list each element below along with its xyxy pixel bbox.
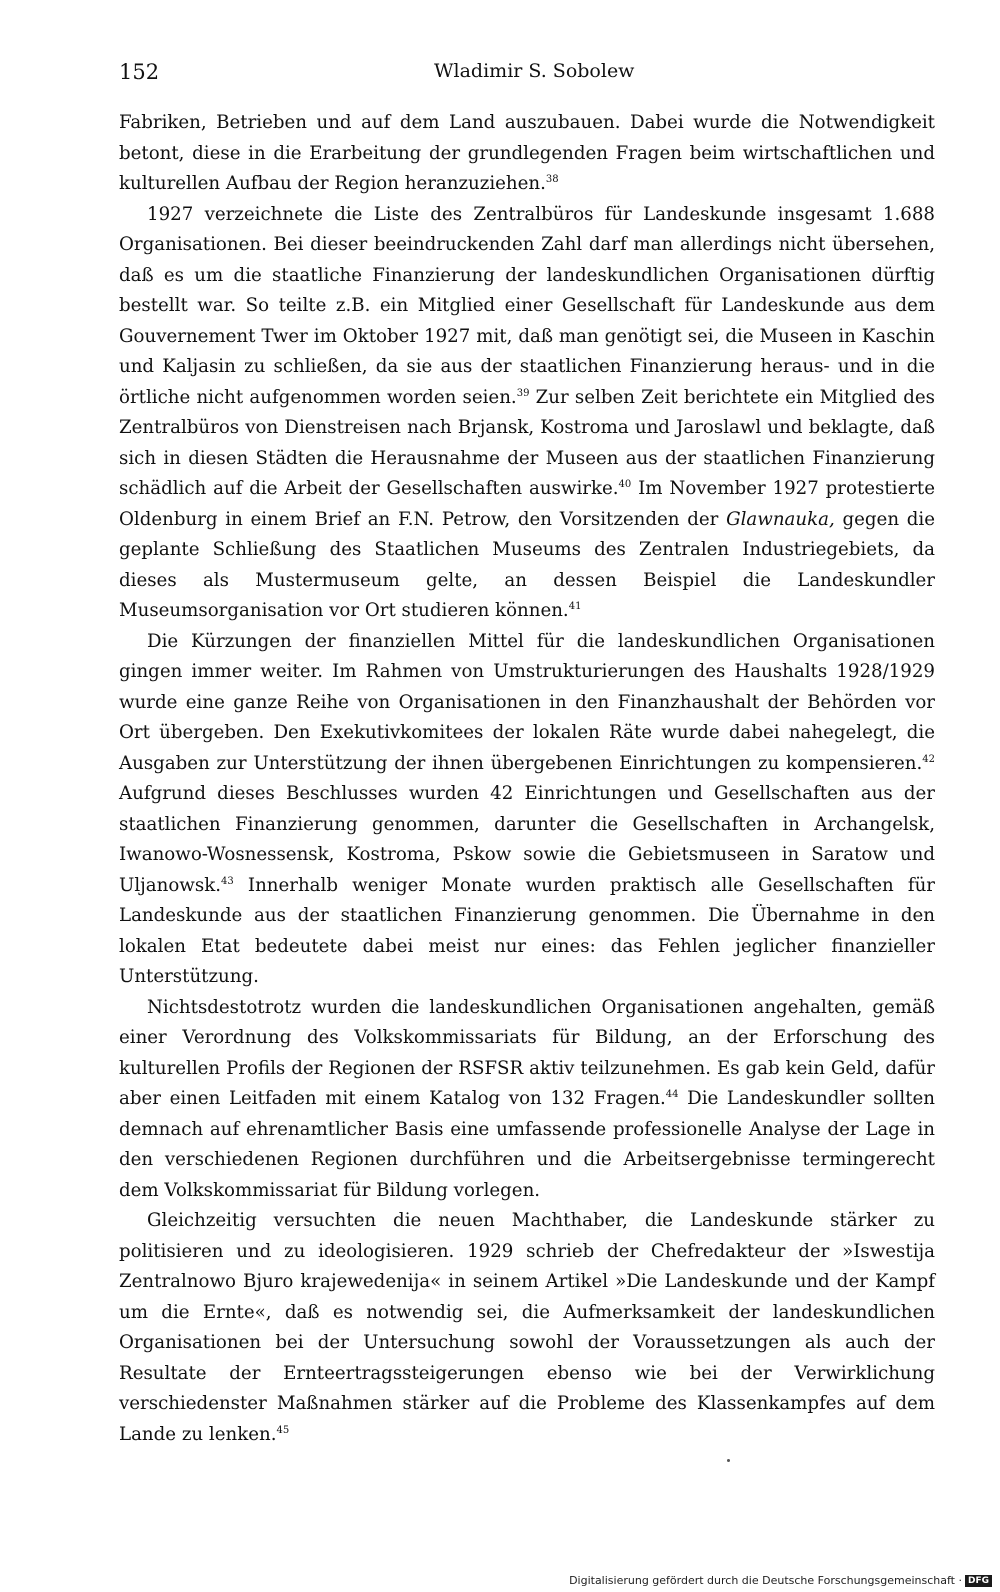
footnote-marker: 38 <box>545 174 559 185</box>
text-segment: Aufgrund dieses Beschlusses wurden 42 Einrichtungen und Gesellschaften aus der staatlichen Finanzierung genommen, darunter die Gesellschaften in Archangelsk, Iwanowo-Wosnessensk, Kostroma, Pskow sowie die Gebietsmuseen in Saratow und Uljanowsk. <box>119 783 935 896</box>
page-number: 152 <box>119 60 160 84</box>
paragraph <box>119 200 935 627</box>
paragraph <box>119 627 935 993</box>
text-segment: Fabriken, Betrieben und auf dem Land auszubauen. Dabei wurde die Notwendigkeit betont, diese in die Erarbeitung der grundlegenden Fragen beim wirtschaftlichen und kulturellen Aufbau der Region heranzuziehen. <box>119 112 935 194</box>
text-segment: Im November 1927 protestierte Oldenburg in einem Brief an F.N. Petrow, den Vorsitzenden der <box>119 478 936 530</box>
paragraph <box>119 1206 935 1450</box>
footnote-marker: 43 <box>221 875 234 887</box>
text-segment: 1927 verzeichnete die Liste des Zentralbüros für Landeskunde insgesamt 1.688 Organisationen. Bei dieser beeindruckenden Zahl darf man allerdings nicht übersehen, daß es um die staatliche Finanzierung der landeskundlichen Organisationen dürftig bestellt war. So teilte z.B. ein Mitglied einer Gesellschaft für Landeskunde aus dem Gouvernement Twer im Oktober 1927 mit, daß man genötigt sei, die Museen in Kaschin und Kaljasin zu schließen, da sie aus der staatlichen Finanzierung heraus- und in die örtliche nicht aufgenommen worden seien. <box>119 203 935 408</box>
paragraph <box>119 993 935 1207</box>
text-segment: Nichtsdestotrotz wurden die landeskundlichen Organisationen angehalten, gemäß einer Verordnung des Volkskommissariats für Bildung, an der Erforschung des kulturellen Profils der Regionen der RSFSR aktiv teilzunehmen. Es gab kein Geld, dafür aber einen Leitfaden mit einem Katalog von 132 Fragen. <box>119 996 935 1109</box>
text-segment: Gleichzeitig versuchten die neuen Machthaber, die Landeskunde stärker zu politisieren und zu ideologisieren. 1929 schrieb der Chefredakteur der »Iswestija Zentralnowo Bjuro krajewedenija« in seinem Artikel »Die Landeskunde und der Kampf um die Ernte«, daß es notwendig sei, die Aufmerksamkeit der landeskundlichen Organisationen bei der Untersuchung sowohl der Voraussetzungen als auch der Resultate der Ernteertragssteigerungen ebenso wie bei der Verwirklichung verschiedenster Maßnahmen stärker auf die Probleme des Klassenkampfes auf dem Lande zu lenken. <box>119 1210 935 1445</box>
footnote-marker: 40 <box>618 479 632 490</box>
scan-speck <box>727 1459 730 1462</box>
text-segment: Die Kürzungen der finanziellen Mittel für die landeskundlichen Organisationen gingen immer weiter. Im Rahmen von Umstrukturierungen des Haushalts 1928/1929 wurde eine ganze Reihe von Organisationen in den Finanzhaushalt der Behörden vor Ort übergeben. Den Exekutivkomitees der lokalen Räte wurde dabei nahegelegt, die Ausgaben zur Unterstützung der ihnen übergebenen Einrichtungen zu kompensieren. <box>119 630 935 774</box>
footnote-marker: 44 <box>665 1089 679 1100</box>
text-segment: Die Landeskundler sollten demnach auf ehrenamtlicher Basis eine umfassende professionelle Analyse der Lage in den verschiedenen Regionen durchführen und die Arbeitsergebnisse termingerecht dem Volkskommissariat für Bildung vorlegen. <box>119 1088 935 1201</box>
text-segment: Zur selben Zeit berichtete ein Mitglied des Zentralbüros von Dienstreisen nach Brjansk, Kostroma und Jaroslawl und beklagte, daß sich in diesen Städten die Herausnahme der Museen aus der staatlichen Finanzierung schädlich auf die Arbeit der Gesellschaften auswirke. <box>119 386 935 499</box>
running-head: Wladimir S. Sobolew <box>434 60 635 82</box>
text-segment: Innerhalb weniger Monate wurden praktisch alle Gesellschaften für Landeskunde aus der staatlichen Finanzierung genommen. Die Übernahme in den lokalen Etat bedeutete dabei meist nur eines: das Fehlen jeglicher finanzieller Unterstützung. <box>119 874 935 987</box>
footnote-marker: 42 <box>922 753 935 765</box>
body-text <box>119 108 935 1450</box>
paragraph <box>119 108 935 200</box>
digitization-footer <box>569 1574 992 1587</box>
footnote-marker: 41 <box>568 601 582 612</box>
dfg-logo-icon: DFG <box>965 1575 992 1587</box>
footnote-marker: 45 <box>276 1424 290 1436</box>
digitization-credit: Digitalisierung gefördert durch die Deutsche Forschungsgemeinschaft · <box>569 1574 962 1587</box>
footnote-marker: 39 <box>516 387 530 399</box>
text-segment: gegen die geplante Schließung des Staatlichen Museums des Zentralen Industriegebiets, da dieses als Mustermuseum gelte, an dessen Beispiel die Landeskundler Museumsorganisation vor Ort studieren können. <box>119 508 935 621</box>
italic-text: Glawnauka, <box>726 508 835 530</box>
